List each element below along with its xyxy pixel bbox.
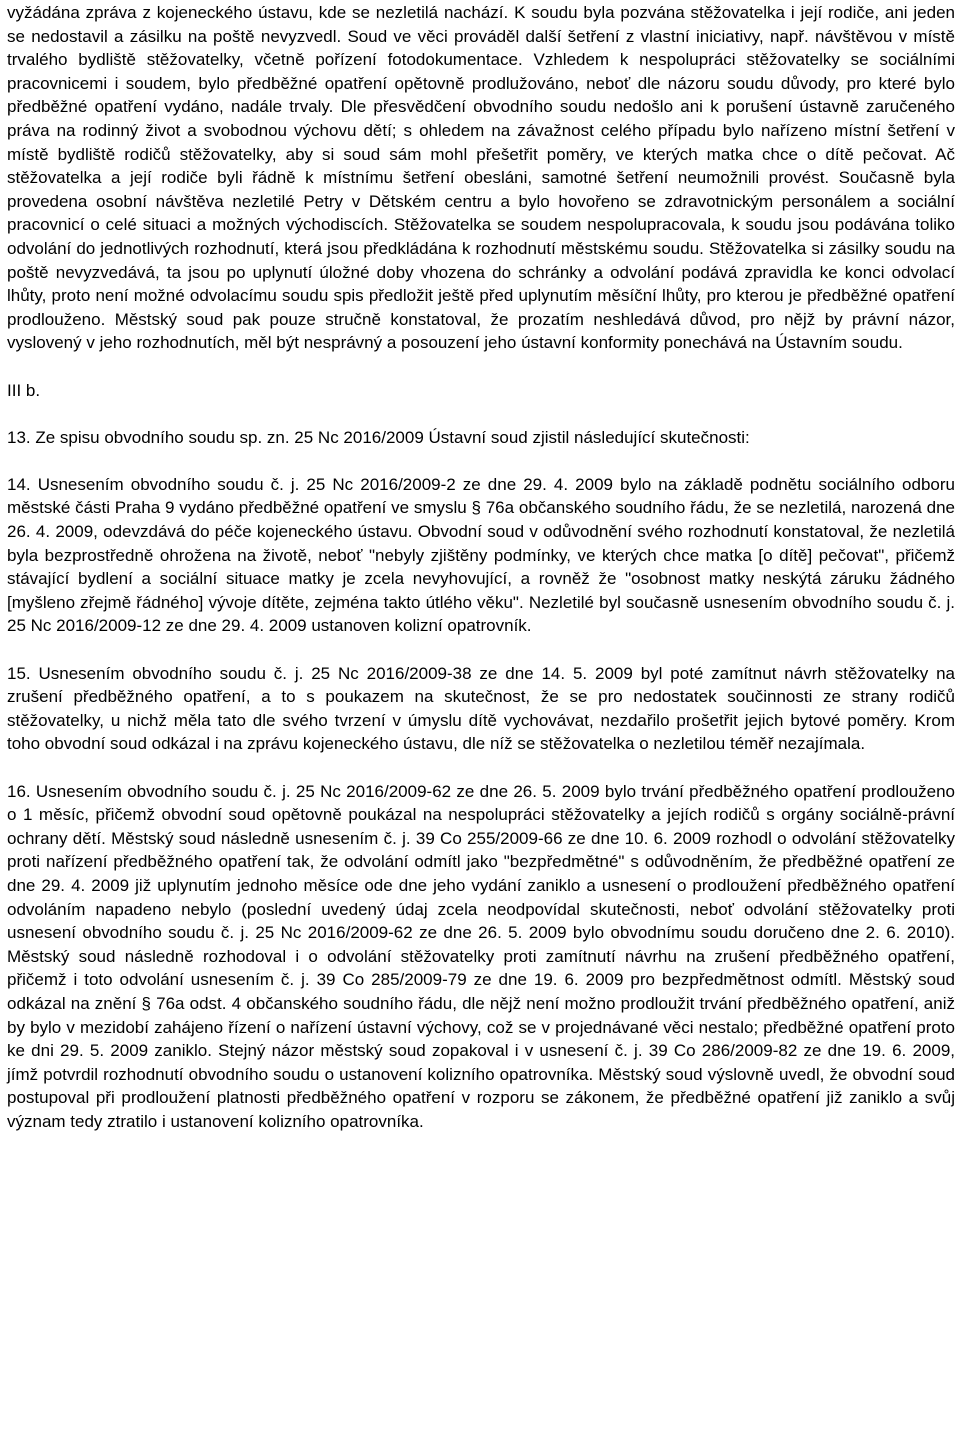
paragraph-15: 15. Usnesením obvodního soudu č. j. 25 Nc 2016/2009-38 ze dne 14. 5. 2009 byl poté zamítnut návrh stěžovatelky na zrušení předběžného opatření, a to s poukazem na skutečnost, že se pro nedostatek součinnosti ze strany rodičů stěžovatelky, u nichž měla tato dle svého tvrzení v úmyslu dítě vychovávat, nezdařilo prošetřit jejich bytové poměry. Krom toho obvodní soud odkázal i na zprávu kojeneckého ústavu, dle níž se stěžovatelka o nezletilou téměř nezajímala. — [7, 663, 955, 754]
section-heading: III b. — [7, 380, 41, 400]
paragraph-continuation: vyžádána zpráva z kojeneckého ústavu, kde se nezletilá nachází. K soudu byla pozvána stěžovatelka i její rodiče, ani jeden se nedostavil a zásilku na poště nevyzvedl. Soud ve věci prováděl další šetření z vlastní iniciativy, např. návštěvou v místě trvalého bydliště stěžovatelky, včetně pořízení fotodokumentace. Vzhledem k nespolupráci stěžovatelky se sociálními pracovnicemi i soudem, bylo předběžné opatření opětovně prodlužováno, neboť dle názoru soudu důvody, pro které bylo předběžné opatření vydáno, nadále trvaly. Dle přesvědčení obvodního soudu nedošlo ani k porušení ústavně zaručeného práva na rodinný život a svobodnou výchovu dětí; s ohledem na závažnost celého případu bylo nařízeno místní šetření v místě bydliště rodičů stěžovatelky, aby si soud sám mohl přešetřit poměry, ve kterých matka chce o dítě pečovat. Ač stěžovatelka a její rodiče byli řádně k místnímu šetření obesláni, samotné šetření neumožnili provést. Současně byla provedena osobní návštěva nezletilé Petry v Dětském centru a bylo hovořeno se zdravotnickým personálem a sociální pracovnicí o celé situaci a možných východiscích. Stěžovatelka se soudem nespolupracovala, k soudu jsou podávána toliko odvolání do jednotlivých rozhodnutí, která jsou předkládána k rozhodnutí městskému soudu. Stěžovatelka si zásilky soudu na poště nevyzvedává, ta jsou po uplynutí úložné doby vhozena do schránky a odvolání podává zpravidla ke konci odvolací lhůty, proto není možné odvolacímu soudu spis předložit ještě před uplynutím měsíční lhůty, pro kterou je předběžné opatření prodlouženo. Městský soud pak pouze stručně konstatoval, že prozatím neshledává důvod, pro nějž by právní názor, vyslovený v jeho rozhodnutích, měl být nesprávný a posouzení jeho ústavní konformity ponechává na Ústavním soudu. — [7, 3, 955, 353]
paragraph-14: 14. Usnesením obvodního soudu č. j. 25 Nc 2016/2009-2 ze dne 29. 4. 2009 bylo na základě podnětu sociálního odboru městské části Praha 9 vydáno předběžné opatření ve smyslu § 76a občanského soudního řádu, že se nezletilá, narozená dne 26. 4. 2009, odevzdává do péče kojeneckého ústavu. Obvodní soud v odůvodnění svého rozhodnutí konstatoval, že nezletilá byla bezprostředně ohrožena na životě, neboť "nebyly zjištěny podmínky, ve kterých chce matka [o dítě] pečovat", přičemž stávající bydlení a sociální situace matky je zcela nevyhovující, a rovněž že "osobnost matky neskýtá záruku žádného [myšleno zřejmě řádného] vývoje dítěte, zejména takto útlého věku". Nezletilé byl současně usnesením obvodního soudu č. j. 25 Nc 2016/2009-12 ze dne 29. 4. 2009 ustanoven kolizní opatrovník. — [7, 474, 955, 636]
paragraph-16: 16. Usnesením obvodního soudu č. j. 25 Nc 2016/2009-62 ze dne 26. 5. 2009 bylo trvání předběžného opatření prodlouženo o 1 měsíc, přičemž obvodní soud opětovně poukázal na nespolupráci stěžovatelky a jejích rodičů s orgány sociálně-právní ochrany dětí. Městský soud následně usnesením č. j. 39 Co 255/2009-66 ze dne 10. 6. 2009 rozhodl o odvolání stěžovatelky proti nařízení předběžného opatření tak, že odvolání odmítl jako "bezpředmětné" s odůvodněním, že předběžné opatření ze dne 29. 4. 2009 již uplynutím jednoho měsíce ode dne jeho vydání zaniklo a usnesení o prodloužení předběžného opatření odvoláním napadeno nebylo (poslední uvedený údaj zcela neodpovídal skutečnosti, neboť odvolání stěžovatelky proti usnesení obvodního soudu č. j. 25 Nc 2016/2009-62 ze dne 26. 5. 2009 bylo obvodnímu soudu doručeno dne 2. 6. 2010). Městský soud následně rozhodoval i o odvolání stěžovatelky proti zamítnutí návrhu na zrušení předběžného opatření, přičemž i toto odvolání usnesením č. j. 39 Co 285/2009-79 ze dne 19. 6. 2009 pro bezpředmětnost odmítl. Městský soud odkázal na znění § 76a odst. 4 občanského soudního řádu, dle nějž není možno prodloužit trvání předběžného opatření, aniž by bylo v mezidobí zahájeno řízení o nařízení ústavní výchovy, což se v projednávané věci nestalo; předběžné opatření proto ke dni 29. 5. 2009 zaniklo. Stejný názor městský soud zopakoval i v usnesení č. j. 39 Co 286/2009-82 ze dne 19. 6. 2009, jímž potvrdil rozhodnutí obvodního soudu o ustanovení kolizního opatrovníka. Městský soud výslovně uvedl, že obvodní soud postupoval při prodloužení platnosti předběžného opatření v rozporu se zákonem, že předběžné opatření již zaniklo a svůj význam tedy ztratilo i ustanovení kolizního opatrovníka. — [7, 781, 955, 1131]
paragraph-13: 13. Ze spisu obvodního soudu sp. zn. 25 Nc 2016/2009 Ústavní soud zjistil následující skutečnosti: — [7, 427, 750, 447]
document-page — [7, 0, 955, 1134]
